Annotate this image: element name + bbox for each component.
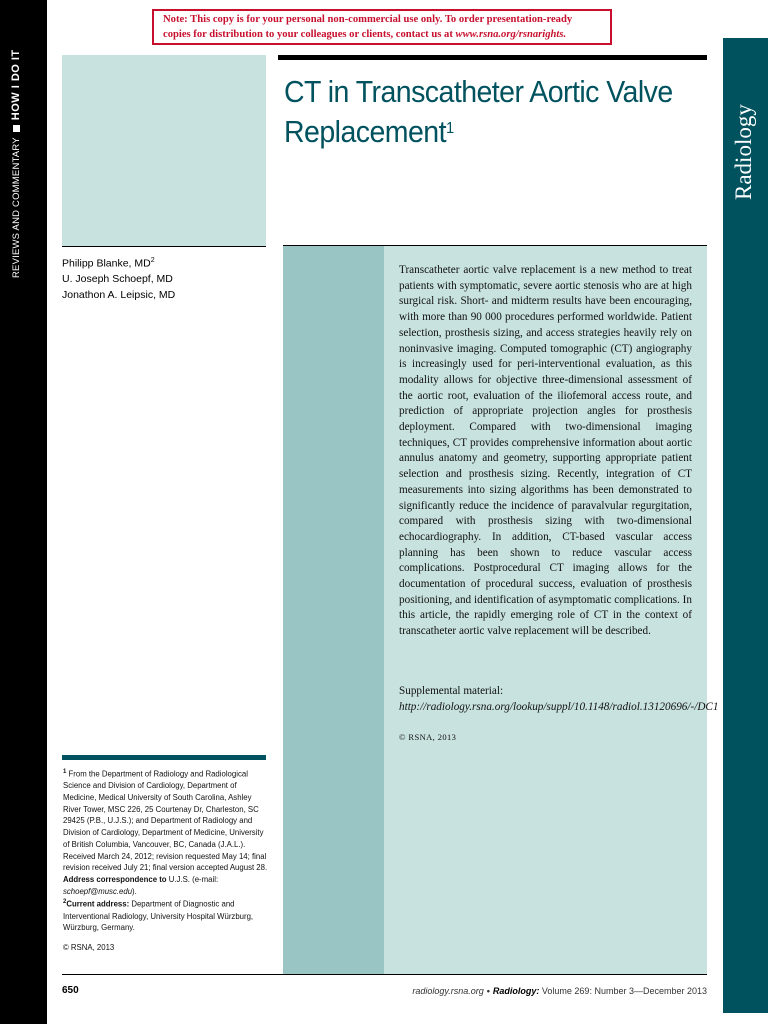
abstract-panel-accent [283, 246, 384, 974]
journal-name: Radiology: [492, 986, 540, 996]
supplemental-material [399, 684, 719, 715]
footnote-correspondence [63, 874, 268, 897]
footnote-affiliation [63, 767, 268, 874]
author [62, 272, 175, 288]
citation-bullet: • [486, 986, 490, 996]
abstract-rule [283, 245, 707, 246]
correspondence-label: Address correspondence to [63, 874, 167, 884]
page-number: 650 [62, 985, 79, 996]
footnote-marker: 1 [63, 769, 67, 775]
section-label [10, 49, 22, 278]
correspondence-email[interactable]: schoepf@musc.edu [63, 886, 133, 896]
correspondence-end: ). [132, 886, 137, 896]
section-category: REVIEWS AND COMMENTARY [11, 137, 22, 278]
journal-tab [723, 38, 768, 1013]
authors-rule [62, 246, 266, 247]
current-address-label: Current address: [66, 899, 130, 909]
correspondence-text: U.J.S. (e-mail: [166, 874, 219, 884]
footnote [63, 767, 268, 954]
affiliation-text: From the Department of Radiology and Radiological Science and Division of Cardiology, Department of Medicine, Medical University of South Carolina, Ashley River Tower, MSC 226, 25 Courtenay Dr, Charleston, SC 29425 (P.B., U.J.S.); and Department of Radiology and Division of Cardiology, Department of Medicine, University of British Columbia, Vancouver, BC, Canada (J.A.L.). Received March 24, 2012; revision requested May 14; final revision received July 21; final version accepted August 28. [63, 769, 268, 873]
footnote-marker: 2 [63, 899, 67, 906]
section-sidebar [0, 0, 47, 1024]
author-name: U. Joseph Schoepf, MD [62, 273, 173, 285]
copyright-note [152, 9, 612, 45]
note-line-2 [163, 27, 602, 42]
journal-site[interactable]: radiology.rsna.org [412, 986, 484, 996]
note-line-1: Note: This copy is for your personal non-commercial use only. To order presentation-ready [163, 14, 573, 25]
footnote-copyright: © RSNA, 2013 [63, 943, 115, 953]
title-color-block [62, 55, 266, 246]
note-line-2-text: copies for distribution to your colleagues or clients, contact us at [163, 29, 456, 40]
supplement-link[interactable]: http://radiology.rsna.org/lookup/suppl/10.1148/radiol.13120696/-/DC1 [399, 700, 719, 713]
footer-rule [62, 974, 707, 975]
journal-tab-label: Radiology [731, 104, 756, 200]
author-name: Jonathon A. Leipsic, MD [62, 288, 176, 301]
current-address-text: Department of Diagnostic and Interventional Radiology, University Hospital Würzburg, Würzburg, Germany. [63, 899, 254, 933]
author [62, 288, 175, 304]
separator-square-icon [13, 125, 20, 132]
supplement-label: Supplemental material: [399, 685, 504, 697]
rights-link[interactable]: www.rsna.org/rsnarights. [455, 29, 567, 40]
article-title [284, 72, 680, 152]
title-footnote-marker: 1 [445, 120, 454, 137]
abstract-copyright: © RSNA, 2013 [399, 732, 457, 742]
author-name: Philipp Blanke, MD [62, 257, 151, 270]
author-marker: 2 [150, 257, 155, 264]
footnote-current-address [63, 897, 268, 934]
author [62, 253, 175, 272]
journal-citation [412, 986, 707, 996]
author-list [62, 253, 175, 303]
journal-issue: Volume 269: Number 3—December 2013 [539, 986, 707, 996]
article-title-text: CT in Transcatheter Aortic Valve Replacement [284, 74, 673, 149]
abstract-text: Transcatheter aortic valve replacement is a new method to treat patients with symptomatic, severe aortic stenosis who are at high surgical risk. Short- and midterm results have been encouraging, with more than 90 000 procedures performed worldwide. Patient selection, prosthesis sizing, and access strategies heavily rely on noninvasive imaging. Computed tomographic (CT) angiography is increasingly used for peri-interventional evaluation, as this modality allows for objective three-dimensional assessment of the aortic root, evaluation of the iliofemoral access route, and prediction of appropriate projection angles for prosthesis deployment. Compared with two-dimensional imaging techniques, CT provides comprehensive information about aortic annulus anatomy and geometry, supporting appropriate patient selection and prosthesis sizing. Recently, integration of CT measurements into sizing algorithms has been demonstrated to significantly reduce the incidence of paravalvular regurgitation, compared with prosthesis sizing with two-dimensional echocardiography. In addition, CT-based vascular access planning has been shown to reduce vascular access complications. Postprocedural CT imaging allows for the documentation of procedural success, evaluation of prosthesis positioning, and identification of asymptomatic complications. In this article, the rapidly emerging role of CT in the context of transcatheter aortic valve replacement will be described. [399, 264, 692, 638]
footnote-rule [62, 755, 266, 760]
section-type: HOW I DO IT [10, 49, 22, 121]
title-rule [278, 55, 707, 60]
